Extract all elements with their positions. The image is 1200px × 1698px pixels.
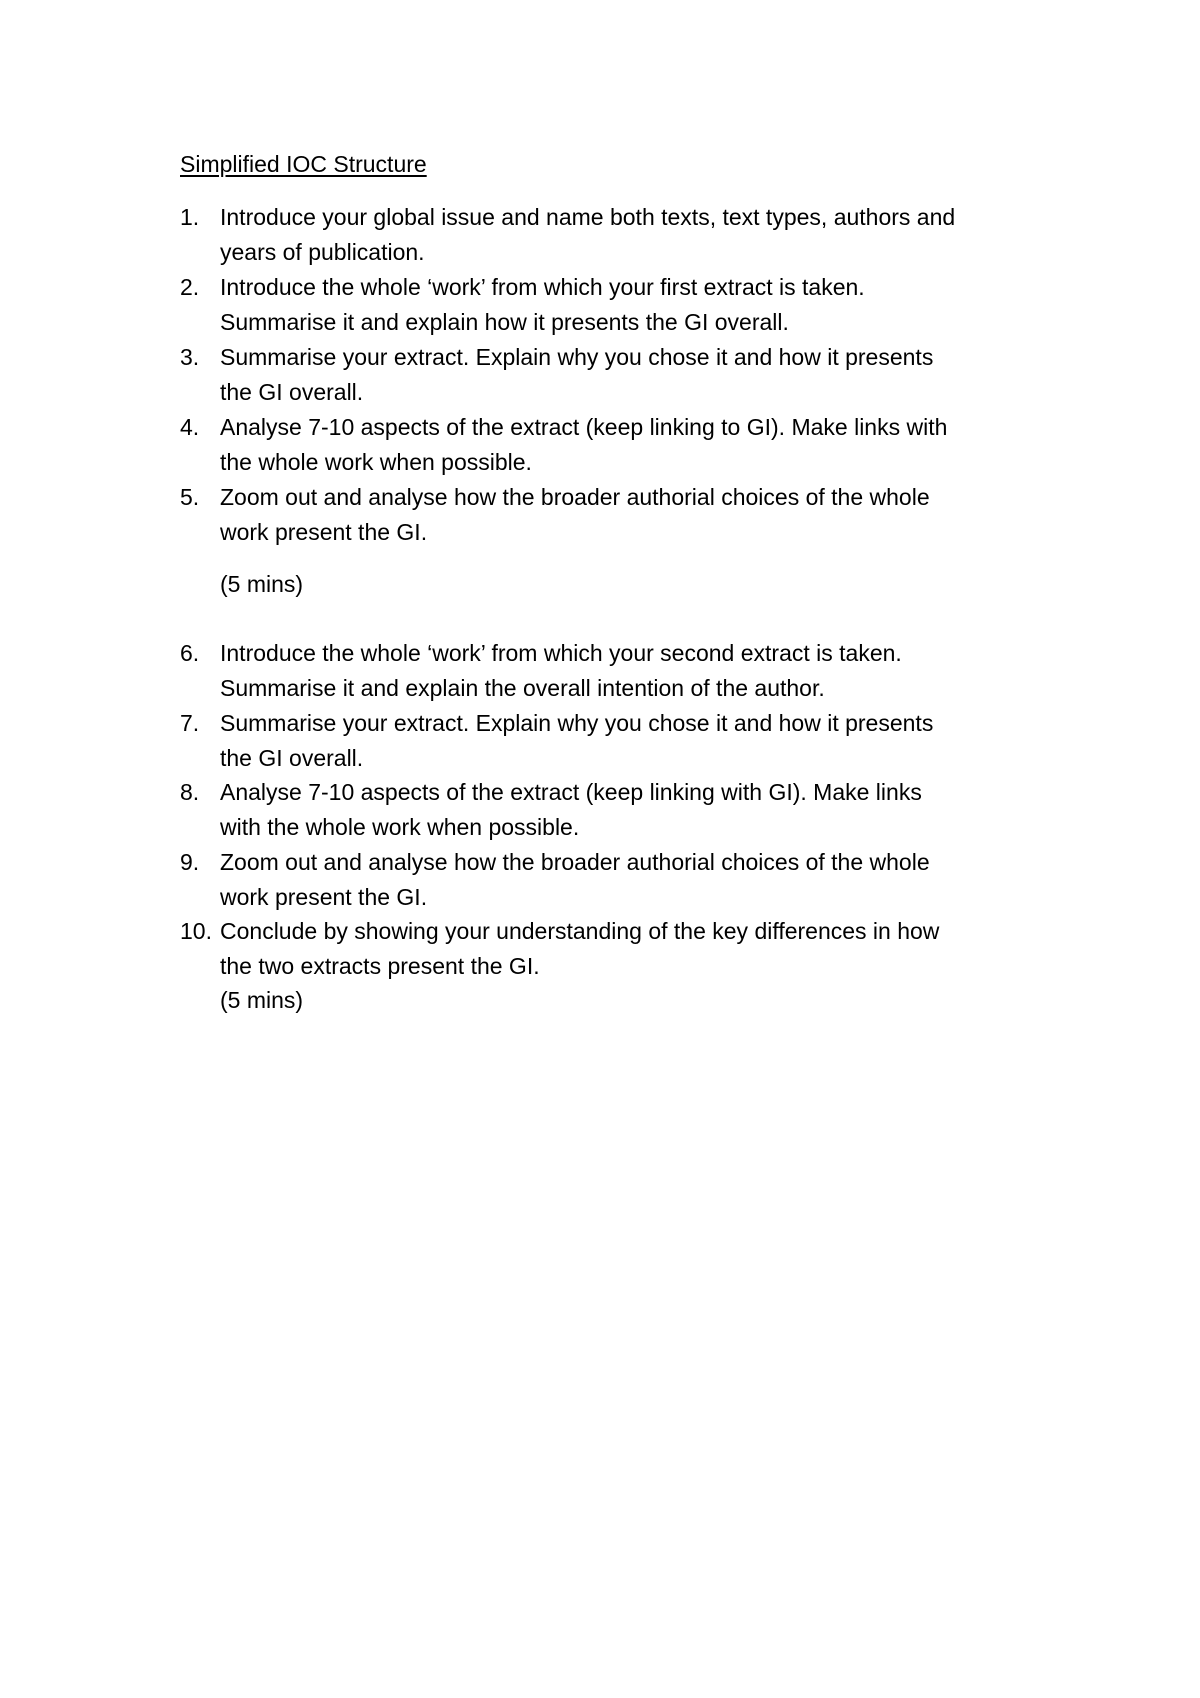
list-item-line: work present the GI.: [220, 883, 428, 910]
list-item-line: the GI overall.: [220, 378, 364, 405]
list-item-line: with the whole work when possible.: [220, 813, 580, 840]
list-item: [180, 845, 1080, 914]
list-item: [180, 706, 1080, 775]
list-item-line: work present the GI.: [220, 518, 428, 545]
list-item-number: 3.: [180, 344, 200, 370]
list-item-text: [220, 636, 1080, 705]
list-item-text: [220, 775, 1080, 844]
list-item-line: Zoom out and analyse how the broader authorial choices of the whole: [220, 484, 930, 510]
list-item-number: 1.: [180, 204, 200, 230]
list-item-line: Introduce the whole ‘work’ from which your second extract is taken.: [220, 640, 902, 666]
list-item: [180, 200, 1080, 269]
list-item-line: Summarise it and explain how it presents the GI overall.: [220, 308, 789, 335]
list-item-line: Summarise your extract. Explain why you chose it and how it presents: [220, 710, 934, 736]
list-item: [180, 914, 1080, 983]
list-item-number: 8.: [180, 779, 200, 805]
list-item: [180, 340, 1080, 409]
list-item: [180, 410, 1080, 479]
list-item-number: 2.: [180, 274, 200, 300]
list-item-text: [220, 480, 1080, 549]
list-item-number: 5.: [180, 484, 200, 510]
list-item-line: Zoom out and analyse how the broader authorial choices of the whole: [220, 849, 930, 875]
list-item-line: Introduce the whole ‘work’ from which your first extract is taken.: [220, 274, 865, 300]
list-item-text: [220, 410, 1080, 479]
list-item-line: Conclude by showing your understanding of the key differences in how: [220, 918, 940, 944]
list-item-line: Summarise your extract. Explain why you chose it and how it presents: [220, 344, 934, 370]
list-item-line: Analyse 7-10 aspects of the extract (keep linking with GI). Make links: [220, 779, 922, 805]
time-note: (5 mins): [220, 571, 304, 597]
list-item-number: 4.: [180, 414, 200, 440]
list-item-text: [220, 914, 1080, 983]
list-item-line: Summarise it and explain the overall intention of the author.: [220, 674, 825, 701]
list-item-text: [220, 340, 1080, 409]
list-item-text: [220, 200, 1080, 269]
list-item-line: years of publication.: [220, 238, 425, 265]
list-item-line: the GI overall.: [220, 744, 364, 771]
list-item-line: the two extracts present the GI.: [220, 952, 540, 979]
list-item: [180, 775, 1080, 844]
list-item-text: [220, 845, 1080, 914]
list-item-number: 7.: [180, 710, 200, 736]
list-item-number: 6.: [180, 640, 200, 666]
list-item-line: the whole work when possible.: [220, 448, 532, 475]
list-item: [180, 270, 1080, 339]
list-item-line: Introduce your global issue and name both texts, text types, authors and: [220, 204, 956, 230]
list-item: [180, 480, 1080, 549]
list-item-line: Analyse 7-10 aspects of the extract (keep linking to GI). Make links with: [220, 414, 948, 440]
list-item-text: [220, 706, 1080, 775]
list-item-number: 9.: [180, 849, 200, 875]
time-note: (5 mins): [220, 987, 304, 1013]
document-title: Simplified IOC Structure: [180, 151, 427, 177]
list-item-text: [220, 270, 1080, 339]
list-item-number: 10.: [180, 918, 212, 944]
list-item: [180, 636, 1080, 705]
